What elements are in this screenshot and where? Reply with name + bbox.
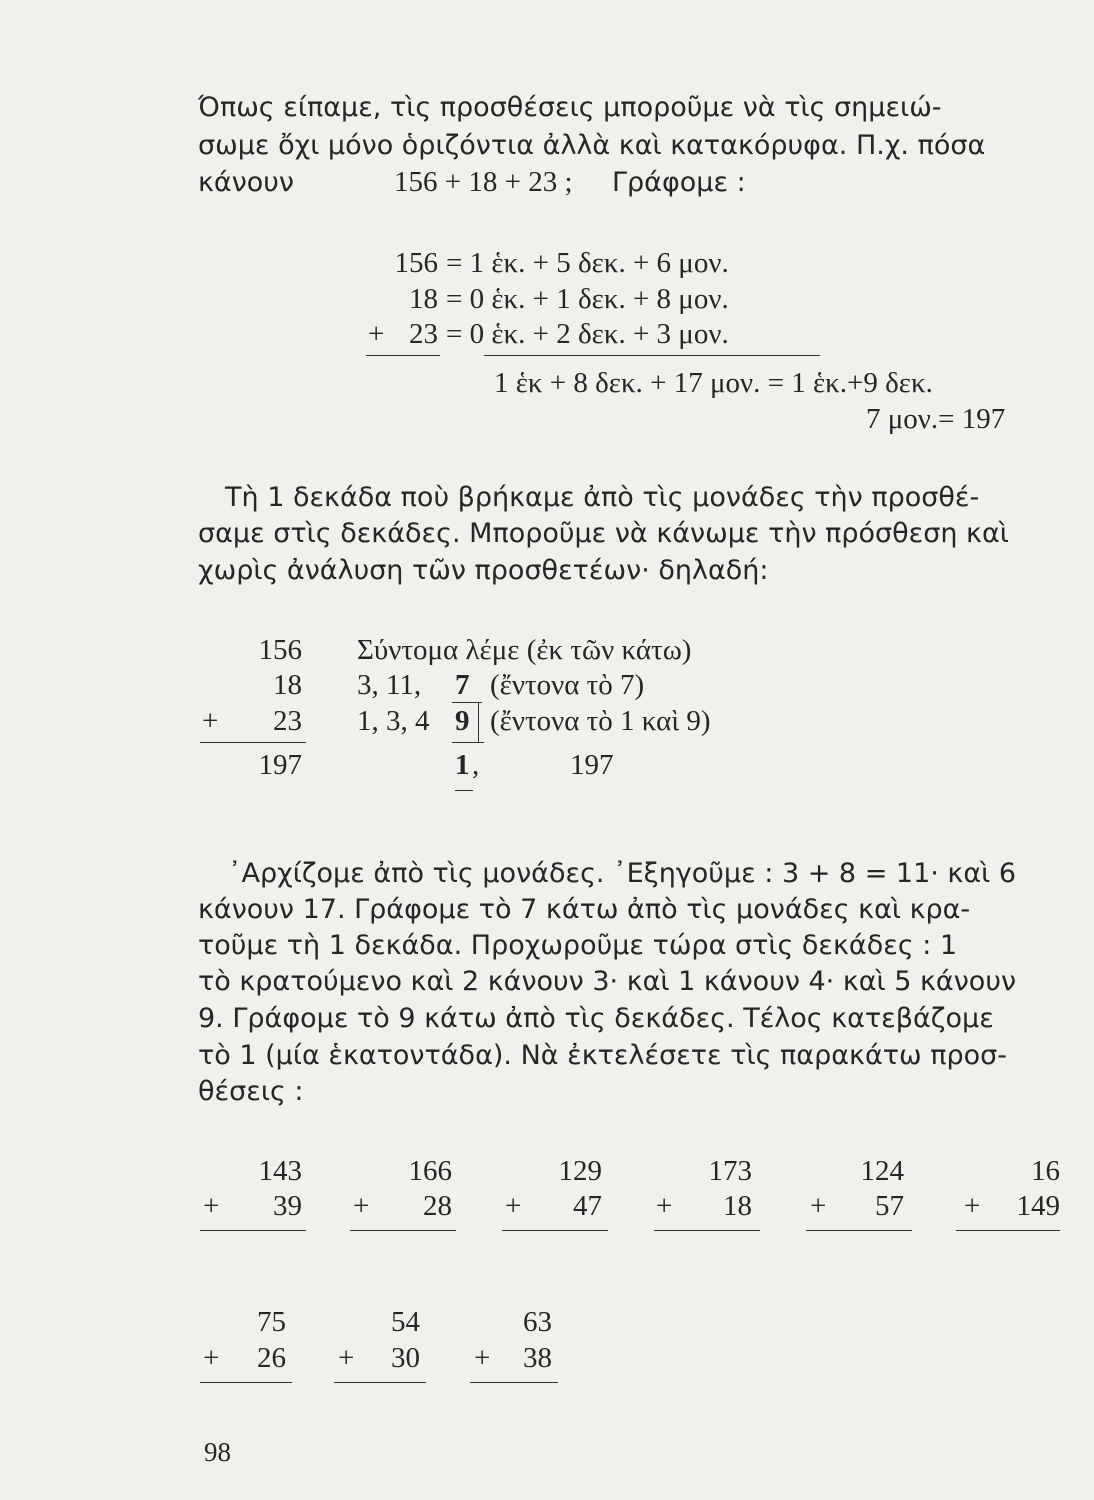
exercise-top: 173: [708, 1155, 752, 1187]
exercise-bottom: 39: [273, 1190, 302, 1222]
short-note-3-prefix: 1, 3, 4: [357, 705, 430, 737]
expansion-rhs: = 0 ἑκ. + 2 δεκ. + 3 μον.: [446, 318, 729, 350]
plus-sign: +: [474, 1342, 491, 1374]
short-note-4-comma: ,: [472, 749, 480, 781]
exercise-top: 166: [408, 1155, 452, 1187]
short-addend: 156: [258, 634, 302, 666]
sum-underline: [200, 1382, 292, 1383]
page-number: 98: [204, 1437, 231, 1467]
exercise-bottom: 57: [875, 1190, 904, 1222]
short-addend: 23: [273, 705, 302, 737]
intro-line-2: σωμε ὄχι μόνο ὁριζόντια ἀλλὰ καὶ κατακόρυφα. Π.χ. πόσα: [198, 130, 986, 161]
expansion-total-2: 7 μον.= 197: [866, 403, 1006, 435]
plus-sign: +: [810, 1190, 827, 1222]
plus-sign: +: [964, 1190, 981, 1222]
bold-underline: [455, 790, 473, 791]
para2-line-1: Τὴ 1 δεκάδα ποὺ βρήκαμε ἀπὸ τὶς μονάδες τὴν προσθέ-: [225, 482, 980, 513]
short-addend: 18: [273, 669, 302, 701]
plus-sign: +: [202, 705, 219, 737]
para3-line-5: 9. Γράφομε τὸ 9 κάτω ἀπὸ τὶς δεκάδες. Τέλος κατεβάζομε: [198, 1003, 994, 1034]
exercise-bottom: 47: [573, 1190, 602, 1222]
short-note-4-result: 197: [570, 749, 614, 781]
sum-underline: [366, 355, 440, 356]
short-note-3-suffix: (ἔντονα τὸ 1 καὶ 9): [490, 705, 711, 737]
exercise-top: 16: [1031, 1155, 1060, 1187]
exercise-top: 143: [258, 1155, 302, 1187]
sum-underline: [200, 1230, 306, 1231]
sum-underline: [654, 1230, 760, 1231]
intro-line-3-text: κάνουν: [198, 167, 295, 198]
expansion-rhs: = 1 ἑκ. + 5 δεκ. + 6 μον.: [446, 247, 729, 279]
short-note-2-bold: 7: [455, 669, 470, 701]
para2-line-2: σαμε στὶς δεκάδες. Μποροῦμε νὰ κάνωμε τὴν πρόσθεση καὶ: [198, 518, 1009, 549]
exercise-top: 124: [860, 1155, 904, 1187]
para3-line-1: ᾿Αρχίζομε ἀπὸ τὶς μονάδες. ᾿Εξηγοῦμε : 3 + 8 = 11· καὶ 6: [228, 858, 1017, 889]
para3-line-4: τὸ κρατούμενο καὶ 2 κάνουν 3· καὶ 1 κάνουν 4· καὶ 5 κάνουν: [198, 966, 1017, 997]
plus-sign: +: [505, 1190, 522, 1222]
short-note-4-bold: 1: [455, 749, 470, 781]
sum-underline: [502, 1230, 608, 1231]
expansion-rhs: = 0 ἑκ. + 1 δεκ. + 8 μον.: [446, 283, 729, 315]
exercise-bottom: 18: [723, 1190, 752, 1222]
sum-underline: [334, 1382, 426, 1383]
para3-line-2: κάνουν 17. Γράφομε τὸ 7 κάτω ἀπὸ τὶς μονάδες καὶ κρα-: [198, 894, 971, 925]
expansion-number: 23: [409, 318, 438, 350]
exercise-top: 129: [558, 1155, 602, 1187]
plus-sign: +: [203, 1190, 220, 1222]
plus-sign: +: [656, 1190, 673, 1222]
exercise-bottom: 30: [391, 1342, 420, 1374]
intro-line-3-end: Γράφομε :: [612, 167, 746, 198]
para2-line-3: χωρὶς ἀνάλυση τῶν προσθετέων· δηλαδή:: [198, 555, 769, 586]
plus-sign: +: [368, 318, 385, 350]
exercise-top: 75: [257, 1306, 286, 1338]
sum-underline: [350, 1230, 456, 1231]
exercise-bottom: 38: [523, 1342, 552, 1374]
exercise-bottom: 26: [257, 1342, 286, 1374]
sum-underline: [470, 1382, 558, 1383]
short-note-1: Σύντομα λέμε (ἐκ τῶν κάτω): [357, 634, 692, 666]
sum-underline: [806, 1230, 912, 1231]
expansion-number: 18: [409, 283, 438, 315]
sum-underline: [484, 355, 820, 356]
plus-sign: +: [353, 1190, 370, 1222]
short-note-2-prefix: 3, 11,: [357, 669, 422, 701]
carry-line: [452, 742, 484, 743]
plus-sign: +: [203, 1342, 220, 1374]
para3-line-3: τοῦμε τὴ 1 δεκάδα. Προχωροῦμε τώρα στὶς δεκάδες : 1: [198, 930, 958, 961]
short-note-3-bold: 9: [455, 705, 470, 737]
para3-line-6: τὸ 1 (μία ἑκατοντάδα). Νὰ ἐκτελέσετε τὶς παρακάτω προσ-: [198, 1040, 1007, 1071]
sum-underline: [200, 742, 306, 743]
intro-line-1: Όπως είπαμε, τὶς προσθέσεις μποροῦμε νὰ τὶς σημειώ-: [198, 92, 942, 123]
expansion-total: 1 ἑκ + 8 δεκ. + 17 μον. = 1 ἑκ.+9 δεκ.: [494, 367, 933, 399]
intro-expression: 156 + 18 + 23 ;: [394, 166, 573, 198]
plus-sign: +: [338, 1342, 355, 1374]
short-note-2-suffix: (ἔντονα τὸ 7): [490, 669, 645, 701]
exercise-top: 54: [391, 1306, 420, 1338]
expansion-number: 156: [394, 247, 438, 279]
carry-line: [478, 702, 479, 742]
exercise-bottom: 28: [423, 1190, 452, 1222]
exercise-top: 63: [523, 1306, 552, 1338]
exercise-bottom: 149: [1016, 1190, 1060, 1222]
short-sum: 197: [258, 749, 302, 781]
sum-underline: [956, 1230, 1060, 1231]
para3-line-7: θέσεις :: [198, 1076, 304, 1107]
